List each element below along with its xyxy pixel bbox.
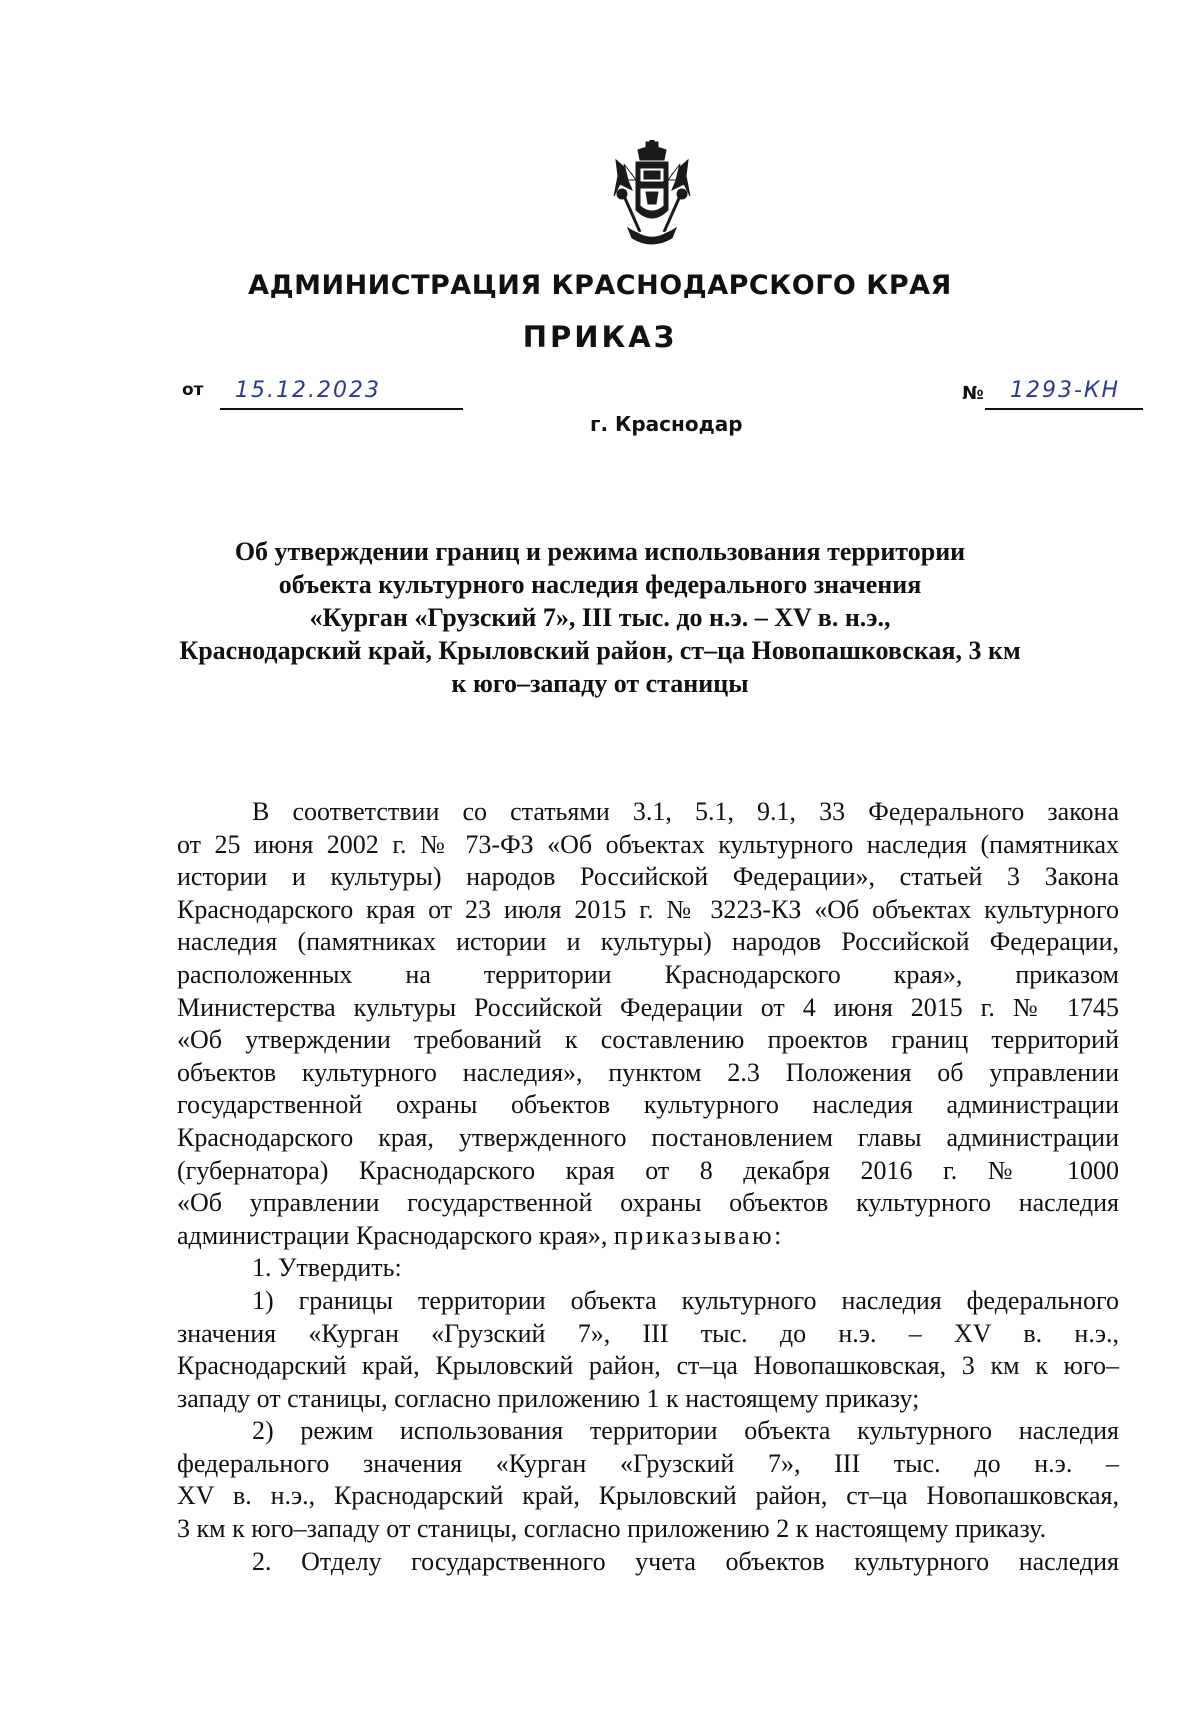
- body-line: Краснодарского края, утвержденного постановлением главы администрации: [177, 1122, 1119, 1152]
- body-line: государственной охраны объектов культурного наследия администрации: [177, 1090, 1119, 1120]
- document-title: [160, 535, 1040, 700]
- title-line: «Курган «Грузский 7», III тыс. до н.э. – XV в. н.э.,: [309, 603, 891, 632]
- title-line: Об утверждении границ и режима использования территории: [234, 537, 966, 566]
- body-line: (губернатора) Краснодарского края от 8 декабря 2016 г. № 1000: [177, 1155, 1119, 1185]
- body-line: Краснодарский край, Крыловский район, ст–ца Новопашковская, 3 км к юго–: [177, 1351, 1119, 1381]
- body-line: 1) границы территории объекта культурного наследия федерального: [252, 1285, 1119, 1315]
- body-line: истории и культуры) народов Российской Федерации», статьей 3 Закона: [177, 862, 1119, 892]
- body-line: наследия (памятниках истории и культуры) народов Российской Федерации,: [177, 927, 1119, 957]
- body-line: В соответствии со статьями 3.1, 5.1, 9.1, 33 Федерального закона: [252, 797, 1119, 826]
- body-line: «Об управлении государственной охраны объектов культурного наследия: [177, 1188, 1119, 1218]
- title-line: объекта культурного наследия федерального значения: [278, 570, 922, 599]
- body-line: значения «Курган «Грузский 7», III тыс. до н.э. – XV в. н.э.,: [177, 1318, 1119, 1348]
- body-line: западу от станицы, согласно приложению 1 к настоящему приказу;: [177, 1383, 920, 1413]
- order-word: приказываю:: [613, 1220, 784, 1250]
- organization-name: АДМИНИСТРАЦИЯ КРАСНОДАРСКОГО КРАЯ: [248, 270, 952, 301]
- number-handwritten: 1293-КН: [1010, 378, 1121, 403]
- body-line: 1. Утвердить:: [252, 1253, 402, 1283]
- body-line: расположенных на территории Краснодарского края», приказом: [177, 959, 1119, 989]
- body-line-order: [177, 1220, 1119, 1253]
- body-line: федерального значения «Курган «Грузский 7», III тыс. до н.э. –: [177, 1448, 1119, 1478]
- city: г. Краснодар: [590, 412, 743, 436]
- body-line-text: администрации Краснодарского края»,: [177, 1220, 608, 1250]
- coat-of-arms-icon: [610, 140, 694, 250]
- body-line: Министерства культуры Российской Федерации от 4 июня 2015 г. № 1745: [177, 992, 1119, 1022]
- body-line: 3 км к юго–западу от станицы, согласно приложению 2 к настоящему приказу.: [177, 1514, 1047, 1544]
- document-body: [177, 796, 1119, 1578]
- body-line: Краснодарского края от 23 июля 2015 г. № 3223-КЗ «Об объектах культурного: [177, 894, 1119, 924]
- body-line: объектов культурного наследия», пунктом 2.3 Положения об управлении: [177, 1057, 1119, 1087]
- body-line: XV в. н.э., Краснодарский край, Крыловский район, ст–ца Новопашковская,: [177, 1481, 1119, 1511]
- body-line: «Об утверждении требований к составлению проектов границ территорий: [177, 1025, 1119, 1055]
- body-line: 2) режим использования территории объекта культурного наследия: [252, 1416, 1119, 1446]
- number-prefix: №: [962, 383, 984, 404]
- title-line: Краснодарский край, Крыловский район, ст–ца Новопашковская, 3 км: [179, 636, 1021, 665]
- body-line: от 25 июня 2002 г. № 73-ФЗ «Об объектах культурного наследия (памятниках: [177, 829, 1119, 859]
- document-type: ПРИКАЗ: [522, 320, 678, 354]
- title-line: к юго–западу от станицы: [451, 669, 749, 698]
- date-prefix: от: [182, 380, 204, 400]
- body-line: 2. Отделу государственного учета объектов культурного наследия: [252, 1546, 1119, 1576]
- date-handwritten: 15.12.2023: [235, 378, 381, 403]
